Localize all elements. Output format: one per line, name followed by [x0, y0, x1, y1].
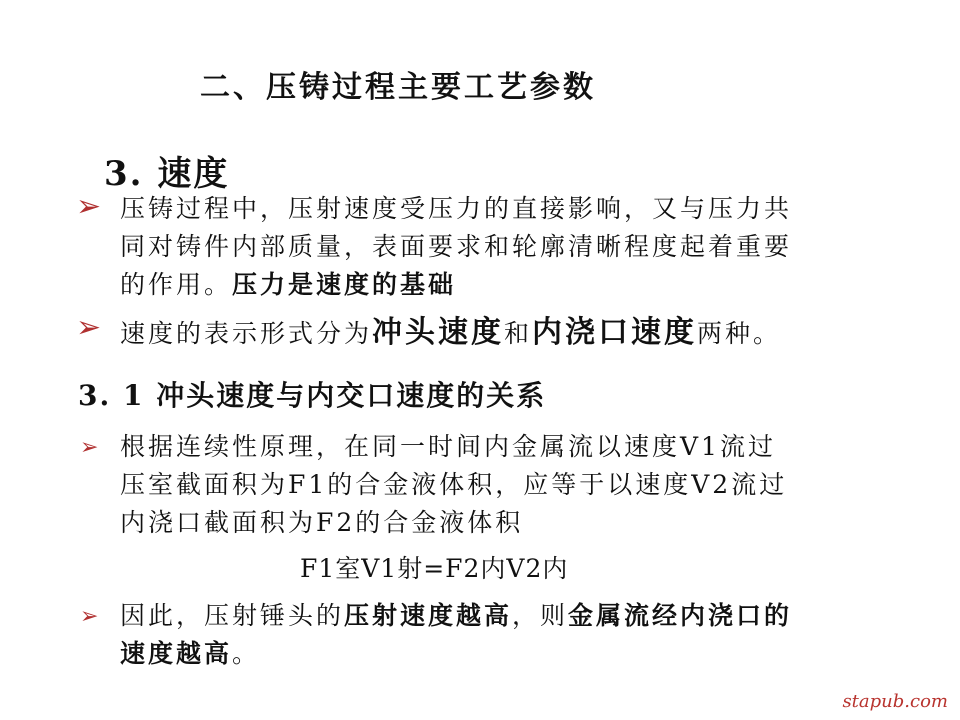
arrow-bullet-icon: ➢ — [76, 189, 102, 224]
bullet-paragraph-3 — [120, 428, 787, 542]
paragraph-line: 速度越高。 — [120, 639, 261, 668]
subsection-heading: 3. 1 冲头速度与内交口速度的关系 — [78, 379, 547, 412]
arrow-bullet-icon: ➢ — [76, 310, 102, 345]
emphasis-text: 冲头速度 — [372, 315, 505, 350]
paragraph-line: 根据连续性原理，在同一时间内金属流以速度V1流过 — [120, 432, 776, 461]
paragraph-line: 同对铸件内部质量，表面要求和轮廓清晰程度起着重要 — [120, 232, 793, 261]
paragraph-line: 压室截面积为F1的合金液体积，应等于以速度V2流过 — [120, 470, 788, 499]
continuity-formula: F1室V1射=F2内V2内 — [300, 554, 569, 583]
emphasis-text: 压射速度越高 — [344, 601, 513, 630]
section-heading: 3. 速度 — [104, 154, 230, 194]
arrow-bullet-icon: ➢ — [80, 604, 99, 629]
bullet-paragraph-1 — [120, 190, 792, 304]
emphasis-text: 金属流经内浇口的 — [568, 601, 793, 630]
paragraph-line: 内浇口截面积为F2的合金液体积 — [120, 508, 524, 537]
bullet-paragraph-4 — [120, 597, 792, 673]
emphasis-text: 速度越高 — [120, 639, 233, 668]
slide-title: 二、压铸过程主要工艺参数 — [200, 70, 596, 105]
emphasis-text: 内浇口速度 — [532, 315, 698, 350]
bullet-paragraph-2: 速度的表示形式分为冲头速度和内浇口速度两种。 — [120, 315, 782, 350]
paragraph-line: 压铸过程中，压射速度受压力的直接影响，又与压力共 — [120, 194, 793, 223]
arrow-bullet-icon: ➢ — [80, 435, 99, 460]
paragraph-line: 的作用。压力是速度的基础 — [120, 270, 457, 299]
watermark: stapub.com — [842, 691, 948, 712]
paragraph-line: 因此，压射锤头的压射速度越高，则金属流经内浇口的 — [120, 601, 793, 630]
emphasis-text: 压力是速度的基础 — [232, 270, 457, 299]
